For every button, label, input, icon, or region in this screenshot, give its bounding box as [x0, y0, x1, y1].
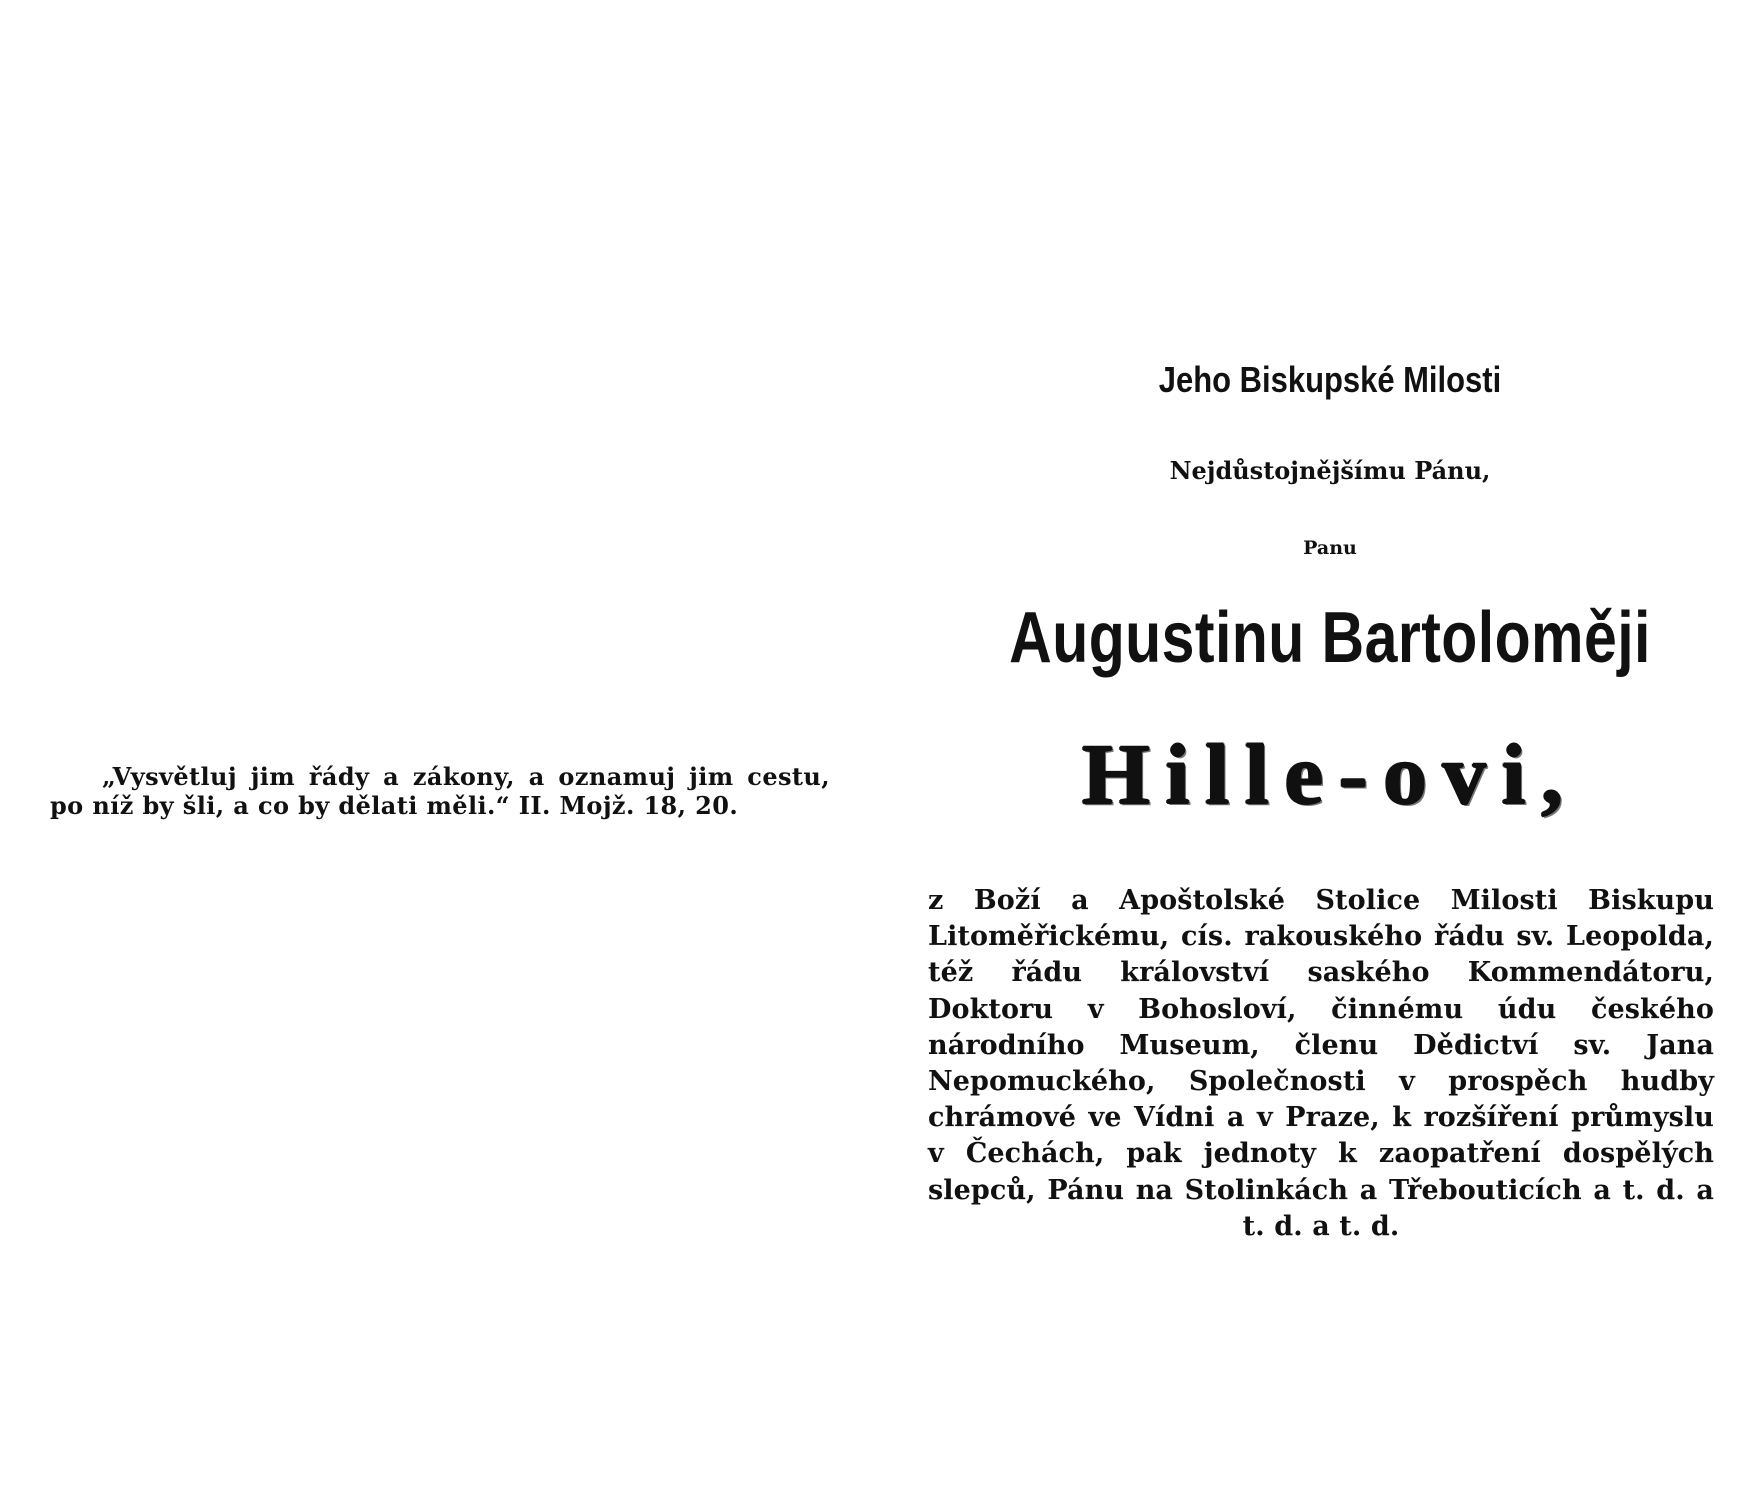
dedication-address: Panu: [1303, 537, 1357, 559]
dedicatee-titles: z Boží a Apoštolské Stolice Milosti Biskupu Litoměřickému, cís. rakouského řádu sv. Leopolda, též řádu království saského Kommendátoru, Doktoru v Bohosloví, činnému údu českého národního Museum, členu Dědictví sv. Jana Nepomuckého, Společnosti v prospěch hudby chrámové ve Vídni a v Praze, k rozšíření průmyslu v Čechách, pak jednoty k zaopatření dospělých slepců, Pánu na Stolinkách a Třebouticích a t. d. a t. d. a t. d.: [928, 885, 1714, 1242]
dedication-honorific: Nejdůstojnějšímu Pánu,: [1169, 456, 1491, 485]
dedication-title: Jeho Biskupské Milosti: [1158, 359, 1502, 400]
dedicatee-surname: Hille-ovi,: [1081, 726, 1579, 822]
dedicatee-name: Augustinu Bartoloměji: [1009, 598, 1651, 678]
right-page-dedication: [870, 0, 1750, 1500]
epigraph-quote: „Vysvětluj jim řády a zákony, a oznamuj jim cestu, po níž by šli, a co by dělati měli.“ II. Mojž. 18, 20.: [50, 762, 830, 820]
left-page: [0, 0, 870, 1500]
